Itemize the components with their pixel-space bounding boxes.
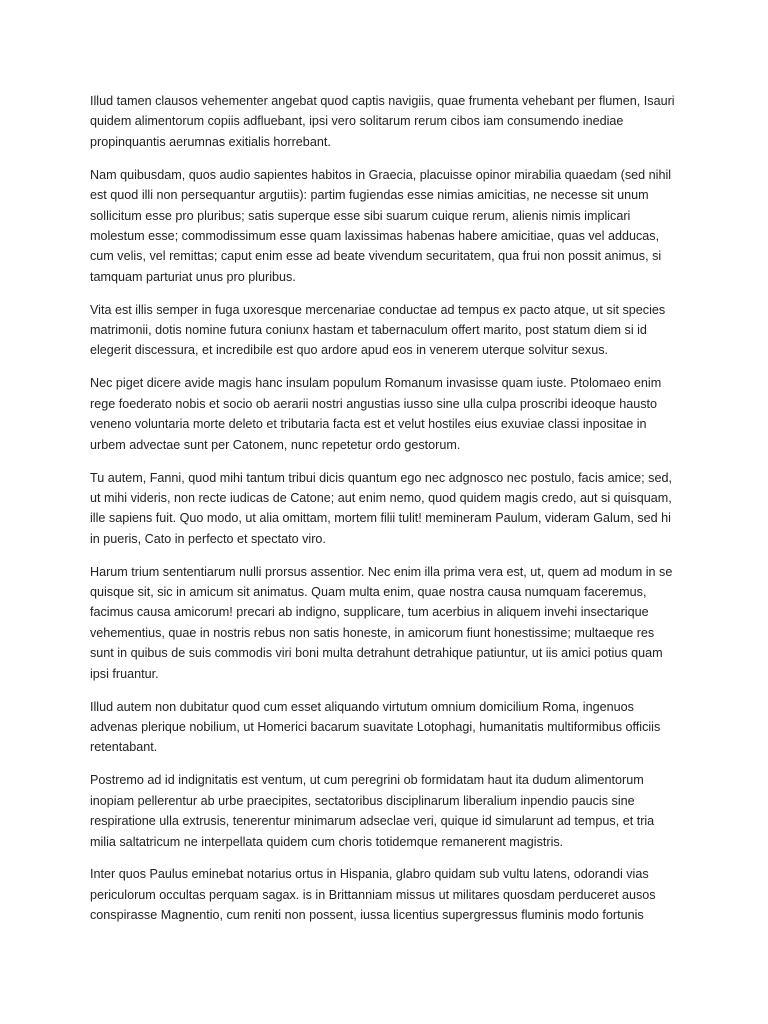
paragraph-3: Vita est illis semper in fuga uxoresque mercenariae conductae ad tempus ex pacto atque, ut sit species matrimonii, dotis nomine futura coniunx hastam et tabernaculum offert marito, post statum diem si id elegerit discessura, et incredibile est quo ardore apud eos in venerem uterque solvitur sexus.	[90, 302, 666, 358]
paragraph-2: Nam quibusdam, quos audio sapientes habitos in Graecia, placuisse opinor mirabilia quaedam (sed nihil est quod illi non persequantur argutiis): partim fugiendas esse nimias amicitias, ne necesse sit unum sollicitum esse pro pluribus; satis superque esse sibi suarum cuique rerum, alienis nimis implicari molestum esse; commodissimum esse quam laxissimas habenas habere amicitiae, quas vel adducas, cum velis, vel remittas; caput enim esse ad beate vivendum securitatem, qua frui non possit animus, si tamquam parturiat unus pro pluribus.	[90, 167, 672, 284]
document-body	[90, 91, 678, 938]
paragraph-9: Inter quos Paulus eminebat notarius ortus in Hispania, glabro quidam sub vultu latens, odorandi vias periculorum occultas perquam sagax. is in Brittanniam missus ut militares quosdam perduceret ausos conspirasse Magnentio, cum reniti non possent, iussa licentius supergressus fluminis modo fortunis	[90, 867, 656, 923]
paragraph-1: Illud tamen clausos vehementer angebat quod captis navigiis, quae frumenta vehebant per flumen, Isauri quidem alimentorum copiis adfluebant, ipsi vero solitarum rerum cibos iam consumendo inediae propinquantis aerumnas exitialis horrebant.	[90, 94, 675, 149]
paragraph-7: Illud autem non dubitatur quod cum esset aliquando virtutum omnium domicilium Roma, ingenuos advenas plerique nobilium, ut Homerici bacarum suavitate Lotophagi, humanitatis multiformibus officiis retentabant.	[90, 699, 661, 755]
paragraph-6: Harum trium sententiarum nulli prorsus assentior. Nec enim illa prima vera est, ut, quem ad modum in se quisque sit, sic in amicum sit animatus. Quam multa enim, quae nostra causa numquam faceremus, facimus causa amicorum! precari ab indigno, supplicare, tum acerbius in aliquem invehi insectarique vehementius, quae in nostris rebus non satis honeste, in amicorum fiunt honestissime; multaeque res sunt in quibus de suis commodis viri boni multa detrahunt detrahique patiuntur, ut iis amici potius quam ipsi fruantur.	[90, 564, 673, 681]
paragraph-4: Nec piget dicere avide magis hanc insulam populum Romanum invasisse quam iuste. Ptolomaeo enim rege foederato nobis et socio ob aerarii nostri angustias iusso sine ulla culpa proscribi ideoque hausto veneno voluntaria morte deleto et tributaria facta est et velut hostiles eius exuviae classi inpositae in urbem advectae sunt per Catonem, nunc repetetur ordo gestorum.	[90, 376, 662, 452]
paragraph-5: Tu autem, Fanni, quod mihi tantum tribui dicis quantum ego nec adgnosco nec postulo, facis amice; sed, ut mihi videris, non recte iudicas de Catone; aut enim nemo, quod quidem magis credo, aut si quisquam, ille sapiens fuit. Quo modo, ut alia omittam, mortem filii tulit! memineram Paulum, videram Galum, sed hi in pueris, Cato in perfecto et spectato viro.	[90, 470, 672, 546]
paragraph-8: Postremo ad id indignitatis est ventum, ut cum peregrini ob formidatam haut ita dudum alimentorum inopiam pellerentur ab urbe praecipites, sectatoribus disciplinarum liberalium inpendio paucis sine respiratione ulla extrusis, tenerentur minimarum adseclae veri, quique id simularunt ad tempus, et tria milia saltatricum ne interpellata quidem cum choris totidemque remanerent magistris.	[90, 773, 655, 849]
